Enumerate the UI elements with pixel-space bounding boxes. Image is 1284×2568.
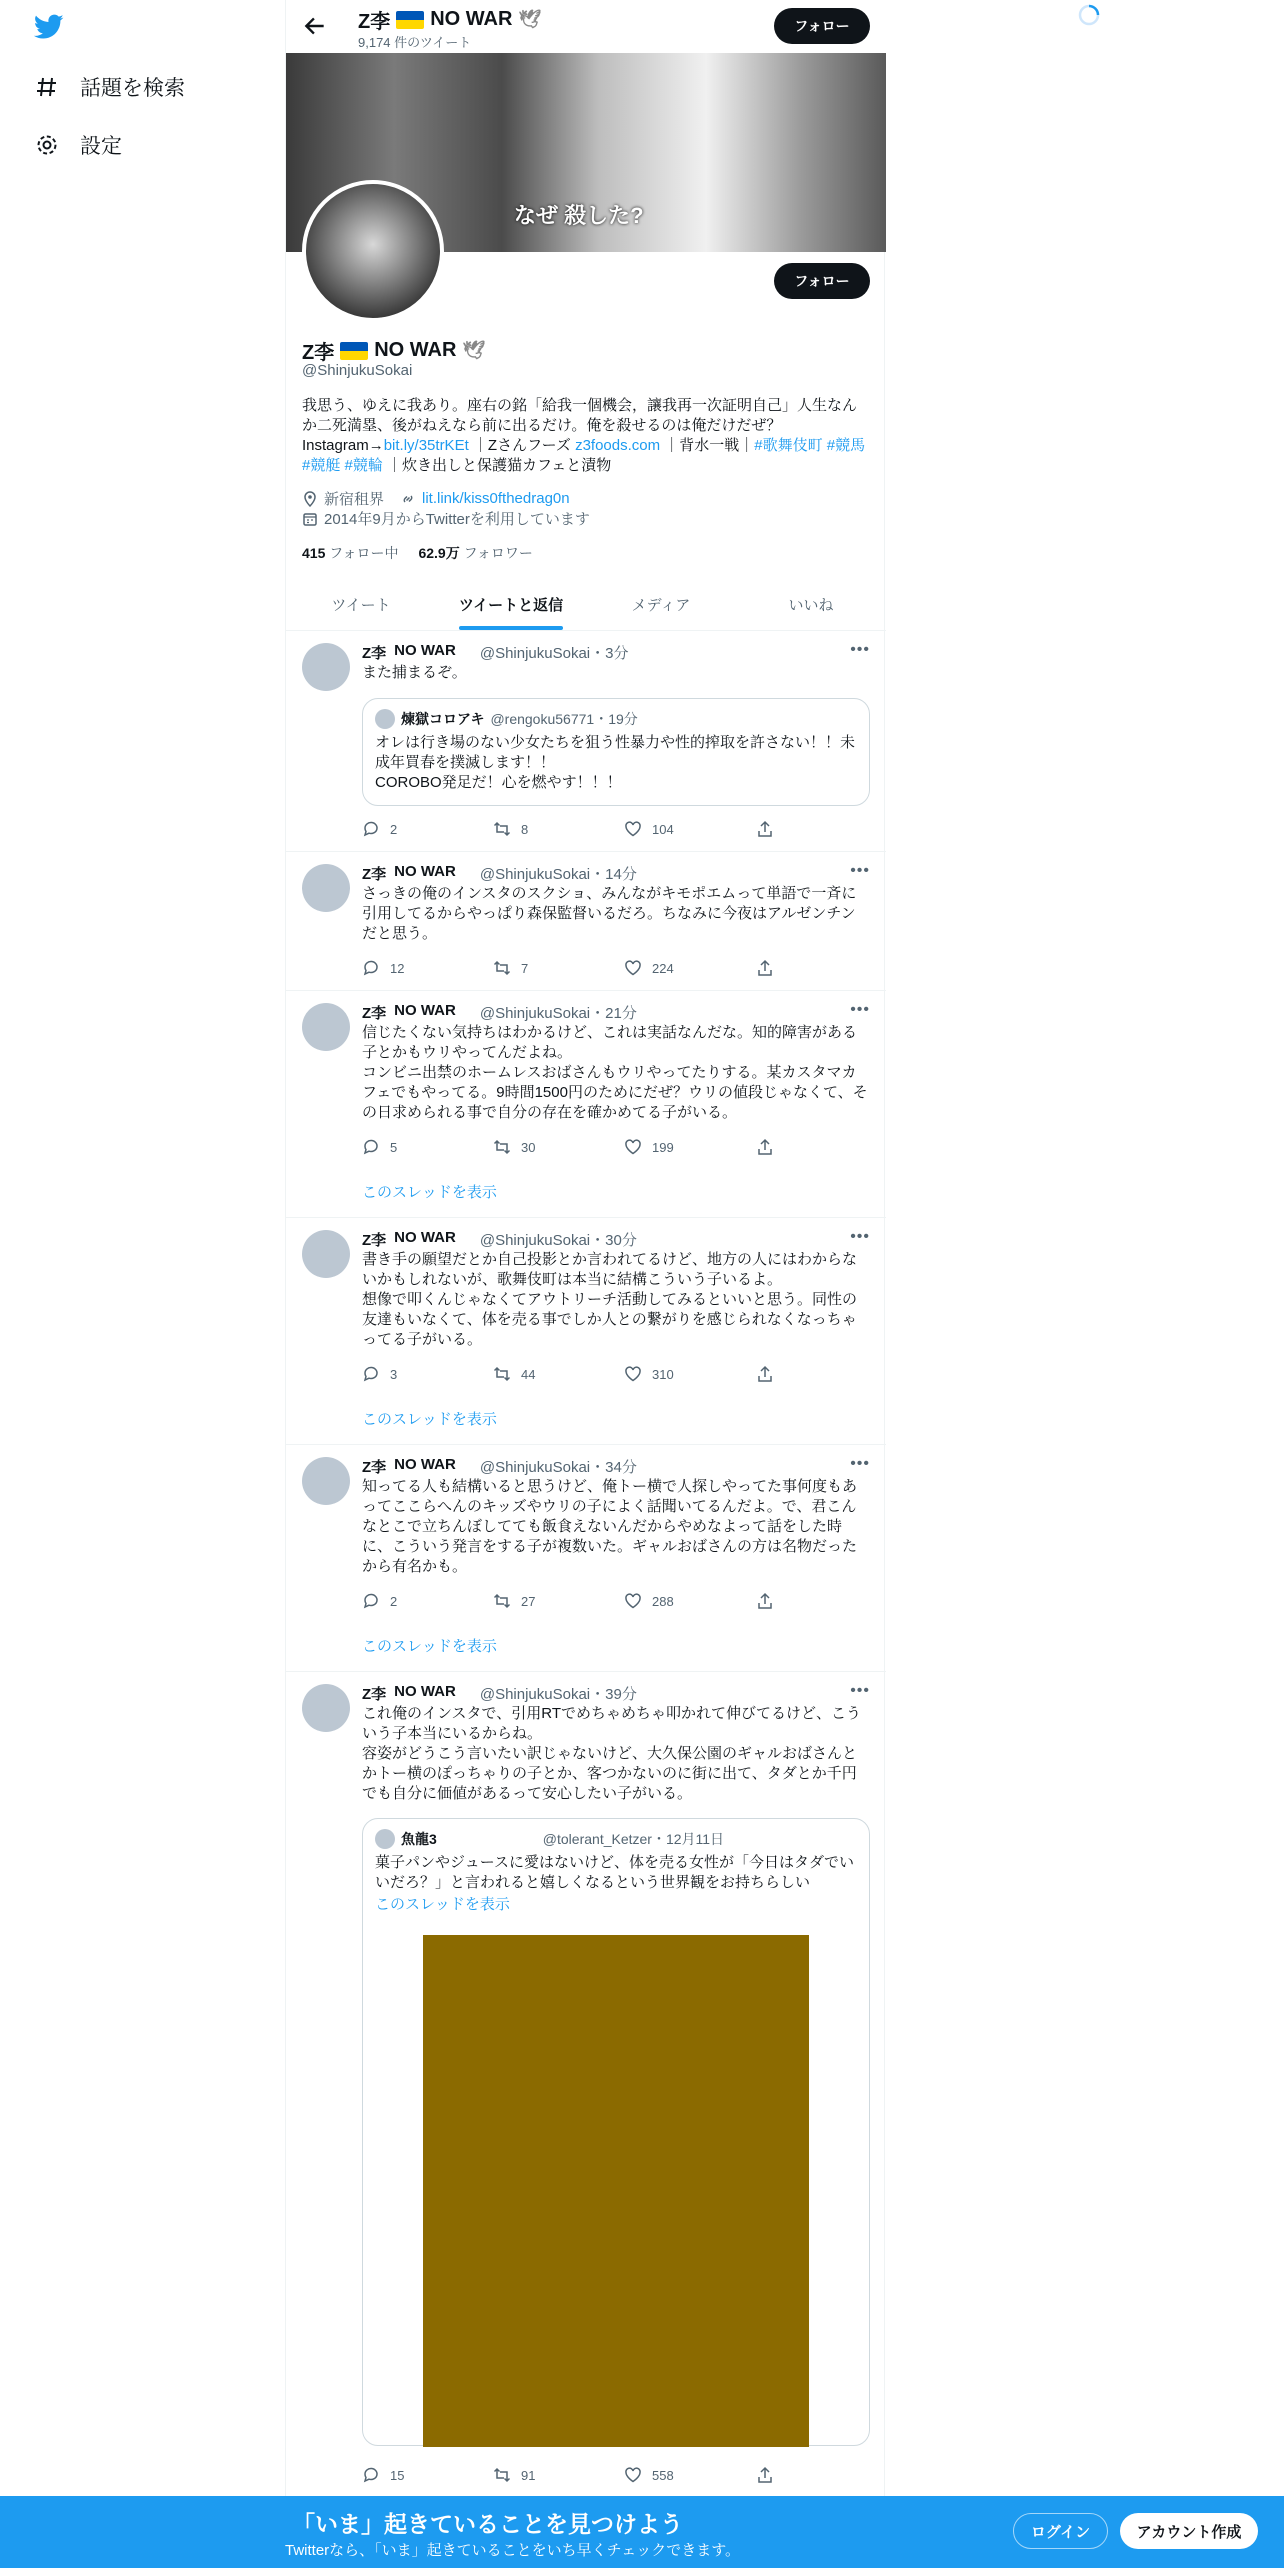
profile-name-suffix: NO WAR bbox=[374, 339, 457, 361]
tweet-avatar[interactable] bbox=[302, 1684, 350, 1732]
retweet-count: 7 bbox=[521, 960, 529, 976]
following-link[interactable] bbox=[302, 545, 399, 561]
following-label: フォロー中 bbox=[329, 545, 399, 561]
followers-link[interactable] bbox=[418, 545, 532, 561]
quoted-tweet-header bbox=[375, 1829, 724, 1849]
show-thread-link[interactable]: このスレッドを表示 bbox=[362, 1638, 497, 1655]
tweet-author-name-suffix[interactable]: NO WAR bbox=[394, 642, 456, 659]
tweet-avatar[interactable] bbox=[302, 1230, 350, 1278]
tweet-author-name[interactable]: Z李 bbox=[362, 1232, 387, 1249]
profile-bio bbox=[302, 396, 870, 476]
profile-avatar[interactable] bbox=[302, 180, 444, 322]
tweet-author-name-suffix[interactable]: NO WAR bbox=[394, 1456, 456, 1473]
reply-button[interactable] bbox=[362, 1592, 397, 1610]
retweet-button[interactable] bbox=[493, 959, 528, 977]
tweet-text: さっきの俺のインスタのスクショ、みんながキモポエムって単語で一斉に引用してるからやっぱり森保監督いるだろ。ちなみに今夜はアルゼンチンだと思う。 bbox=[362, 885, 857, 942]
bio-instagram-label: Instagram→ bbox=[302, 437, 384, 454]
like-button[interactable] bbox=[624, 1592, 674, 1610]
back-arrow-icon[interactable] bbox=[302, 13, 328, 39]
like-button[interactable] bbox=[624, 1365, 674, 1383]
retweet-icon bbox=[493, 1365, 511, 1383]
like-count: 310 bbox=[652, 1366, 674, 1382]
tweet[interactable] bbox=[286, 852, 886, 991]
signup-banner bbox=[0, 2496, 1284, 2568]
dove-icon: 🕊 bbox=[462, 340, 486, 360]
tweet-header bbox=[362, 1002, 637, 1023]
ukraine-flag-icon bbox=[340, 342, 368, 360]
retweet-button[interactable] bbox=[493, 1365, 535, 1383]
retweet-button[interactable] bbox=[493, 2466, 535, 2484]
share-icon bbox=[756, 1592, 774, 1610]
tweet-handle-time[interactable]: @ShinjukuSokai・21分 bbox=[479, 1005, 637, 1022]
share-button[interactable] bbox=[756, 1592, 774, 1610]
following-count: 415 bbox=[302, 545, 326, 561]
share-button[interactable] bbox=[756, 1138, 774, 1156]
tweet[interactable] bbox=[286, 1672, 886, 2496]
profile-display-name bbox=[302, 336, 485, 365]
more-options-icon[interactable]: ••• bbox=[850, 1682, 870, 1699]
tweet-author-name-suffix[interactable]: NO WAR bbox=[394, 1002, 456, 1019]
tweet-handle-time[interactable]: @ShinjukuSokai・3分 bbox=[479, 645, 629, 662]
profile-joined-date: 2014年9月からTwitterを利用しています bbox=[324, 511, 590, 528]
share-button[interactable] bbox=[756, 1365, 774, 1383]
tweet-actions bbox=[362, 959, 802, 979]
followers-label: フォロワー bbox=[463, 545, 533, 561]
header-display-name bbox=[358, 5, 541, 34]
share-icon bbox=[756, 2466, 774, 2484]
more-options-icon[interactable]: ••• bbox=[850, 862, 870, 879]
heart-icon bbox=[624, 820, 642, 838]
quoted-avatar bbox=[375, 709, 395, 729]
share-button[interactable] bbox=[756, 959, 774, 977]
nav-settings[interactable] bbox=[34, 130, 122, 160]
share-icon bbox=[756, 959, 774, 977]
calendar-icon bbox=[302, 511, 318, 527]
like-count: 104 bbox=[652, 821, 674, 837]
reply-icon bbox=[362, 820, 380, 838]
reply-button[interactable] bbox=[362, 820, 397, 838]
reply-button[interactable] bbox=[362, 959, 404, 977]
tweet-handle-time[interactable]: @ShinjukuSokai・30分 bbox=[479, 1232, 637, 1249]
heart-icon bbox=[624, 1138, 642, 1156]
heart-icon bbox=[624, 1365, 642, 1383]
tweet-header bbox=[362, 1683, 637, 1704]
bio-hashtags[interactable]: #歌舞伎町 #競馬 #競艇 #競輪 bbox=[302, 437, 866, 474]
bio-mid-text-2: ｜背水一戦｜ bbox=[664, 437, 755, 454]
tweet-text: また捕まるぞ。 bbox=[362, 664, 467, 681]
tweet[interactable] bbox=[286, 991, 886, 1218]
banner-caption: なぜ 殺した? bbox=[514, 203, 644, 228]
show-thread-link[interactable]: このスレッドを表示 bbox=[362, 1184, 497, 1201]
like-count: 288 bbox=[652, 1593, 674, 1609]
tweet-count: 9,174 件のツイート bbox=[358, 35, 472, 50]
share-icon bbox=[756, 820, 774, 838]
tab-tweets[interactable] bbox=[286, 578, 436, 630]
more-options-icon[interactable]: ••• bbox=[850, 641, 870, 658]
retweet-count: 91 bbox=[521, 2467, 536, 2483]
share-icon bbox=[756, 1138, 774, 1156]
followers-count: 62.9万 bbox=[418, 545, 460, 561]
tweet-avatar[interactable] bbox=[302, 1457, 350, 1505]
tweet-actions bbox=[362, 1138, 802, 1158]
tab-likes[interactable] bbox=[736, 578, 886, 630]
retweet-icon bbox=[493, 2466, 511, 2484]
like-button[interactable] bbox=[624, 820, 674, 838]
quoted-show-thread-link[interactable]: このスレッドを表示 bbox=[375, 1896, 510, 1913]
reply-count: 2 bbox=[390, 821, 398, 837]
tweet-actions bbox=[362, 2466, 802, 2486]
tweet-author-name[interactable]: Z李 bbox=[362, 645, 387, 662]
profile-column bbox=[285, 0, 885, 2568]
tweet-author-name[interactable]: Z李 bbox=[362, 866, 387, 883]
hashtag-icon bbox=[34, 74, 60, 100]
tweet-author-name-suffix[interactable]: NO WAR bbox=[394, 863, 456, 880]
retweet-icon bbox=[493, 820, 511, 838]
header-name-suffix: NO WAR bbox=[430, 8, 513, 30]
create-account-button[interactable]: アカウント作成 bbox=[1120, 2513, 1258, 2549]
like-button[interactable] bbox=[624, 1138, 674, 1156]
quoted-handle-time: @rengoku56771・19分 bbox=[490, 711, 638, 727]
quoted-tweet-header bbox=[375, 709, 638, 729]
tweet[interactable] bbox=[286, 1445, 886, 1672]
bio-instagram-link[interactable]: bit.ly/35trKEt bbox=[383, 437, 469, 454]
heart-icon bbox=[624, 2466, 642, 2484]
tweet-author-name[interactable]: Z李 bbox=[362, 1686, 387, 1703]
profile-joined-row bbox=[302, 508, 590, 529]
tweet-actions bbox=[362, 1592, 802, 1612]
heart-icon bbox=[624, 959, 642, 977]
tweet-actions bbox=[362, 820, 802, 840]
tweet-author-name-suffix[interactable]: NO WAR bbox=[394, 1229, 456, 1246]
share-button[interactable] bbox=[756, 2466, 774, 2484]
bio-end-text: ｜炊き出しと保護猫カフェと漬物 bbox=[387, 457, 612, 474]
retweet-count: 27 bbox=[521, 1593, 536, 1609]
reply-count: 2 bbox=[390, 1593, 398, 1609]
quoted-tweet[interactable] bbox=[362, 1818, 870, 2446]
tweet[interactable] bbox=[286, 1218, 886, 1445]
profile-tabs bbox=[286, 578, 886, 631]
tweet-handle-time[interactable]: @ShinjukuSokai・14分 bbox=[479, 866, 637, 883]
retweet-icon bbox=[493, 959, 511, 977]
gear-icon bbox=[34, 132, 60, 158]
reply-count: 12 bbox=[390, 960, 405, 976]
tweet-avatar[interactable] bbox=[302, 1003, 350, 1051]
nav-settings-label: 設定 bbox=[80, 135, 122, 158]
reply-icon bbox=[362, 1138, 380, 1156]
more-options-icon[interactable]: ••• bbox=[850, 1228, 870, 1245]
bio-text: 我思う、ゆえに我あり。座右の銘「給我一個機会，讓我再一次証明自己」人生なんか二死満塁、後がねえなら前に出るだけ。俺を殺せるのは俺だけだぜ？ bbox=[302, 397, 858, 434]
tweet-author-name[interactable]: Z李 bbox=[362, 1005, 387, 1022]
more-options-icon[interactable]: ••• bbox=[850, 1455, 870, 1472]
quoted-author-name: 魚龍3 bbox=[401, 1831, 437, 1847]
share-icon bbox=[756, 1365, 774, 1383]
like-button[interactable] bbox=[624, 959, 674, 977]
retweet-icon bbox=[493, 1138, 511, 1156]
tweet-avatar[interactable] bbox=[302, 643, 350, 691]
retweet-count: 44 bbox=[521, 1366, 536, 1382]
profile-location: 新宿租界 bbox=[324, 491, 385, 508]
reply-count: 15 bbox=[390, 2467, 405, 2483]
nav-explore[interactable] bbox=[34, 72, 185, 102]
reply-icon bbox=[362, 1592, 380, 1610]
reply-icon bbox=[362, 959, 380, 977]
header-name-prefix: Z李 bbox=[358, 11, 391, 33]
tab-tweets-and-replies-label: ツイートと返信 bbox=[458, 596, 564, 614]
tweet-header bbox=[362, 863, 637, 884]
link-icon bbox=[400, 491, 416, 507]
tweet-author-name[interactable]: Z李 bbox=[362, 1459, 387, 1476]
more-options-icon[interactable]: ••• bbox=[850, 1001, 870, 1018]
bio-foods-link[interactable]: z3foods.com bbox=[575, 437, 661, 454]
tweet-avatar[interactable] bbox=[302, 864, 350, 912]
quoted-tweet-text: 菓子パンやジュースに愛はないけど、体を売る女性が「今日はタダでいいだろ？」と言われると嬉しくなるという世界観をお持ちらしい bbox=[375, 1854, 854, 1891]
profile-handle: @ShinjukuSokai bbox=[302, 362, 413, 379]
ukraine-flag-icon bbox=[396, 11, 424, 29]
follow-counts bbox=[302, 543, 533, 563]
tweet-text: 知ってる人も結構いると思うけど、俺トー横で人探しやってた事何度もあってここらへんのキッズやウリの子によく話聞いてるんだよ。で、君こんなとこで立ちんぼしてても飯食えないんだからやめなよって話をした時に、こういう発言をする子が複数いた。ギャルおばさんの方は名物だったから有名かも。 bbox=[362, 1478, 858, 1575]
tweet-text: 書き手の願望だとか自己投影とか言われてるけど、地方の人にはわからないかもしれないが、歌舞伎町は本当に結構こういう子いるよ。 想像で叩くんじゃなくてアウトリーチ活動してみるといいと思う。同性の友達もいなくて、体を売る事でしか人との繋がりを感じられなくなっちゃってる子がいる。 bbox=[362, 1251, 858, 1348]
tab-tweets-and-replies[interactable] bbox=[436, 578, 586, 630]
quoted-media-image[interactable] bbox=[423, 1935, 809, 2447]
share-button[interactable] bbox=[756, 820, 774, 838]
retweet-button[interactable] bbox=[493, 1138, 535, 1156]
tweet-text: これ俺のインスタで、引用RTでめちゃめちゃ叩かれて伸びてるけど、こういう子本当にいるからね。 容姿がどうこう言いたい訳じゃないけど、大久保公園のギャルおばさんとかトー横のぽっちゃりの子とか、客つかないのに街に出て、タダとか千円でも自分に価値があるって安心したい子がいる。 bbox=[362, 1705, 861, 1802]
signup-banner-subtitle: Twitterなら、「いま」起きていることをいち早くチェックできます。 bbox=[285, 2542, 741, 2559]
tweet-handle-time[interactable]: @ShinjukuSokai・34分 bbox=[479, 1459, 637, 1476]
like-count: 224 bbox=[652, 960, 674, 976]
reply-button[interactable] bbox=[362, 1365, 397, 1383]
heart-icon bbox=[624, 1592, 642, 1610]
twitter-logo-icon[interactable] bbox=[34, 14, 64, 40]
profile-name-prefix: Z李 bbox=[302, 342, 335, 364]
header-follow-button[interactable]: フォロー bbox=[774, 8, 870, 44]
retweet-icon bbox=[493, 1592, 511, 1610]
nav-explore-label: 話題を検索 bbox=[80, 77, 185, 100]
like-count: 199 bbox=[652, 1139, 674, 1155]
retweet-count: 30 bbox=[521, 1139, 536, 1155]
profile-url-link[interactable]: lit.link/kiss0fthedrag0n bbox=[422, 490, 570, 507]
reply-button[interactable] bbox=[362, 2466, 404, 2484]
location-pin-icon bbox=[302, 491, 318, 507]
tweet[interactable] bbox=[286, 631, 886, 852]
profile-follow-button[interactable]: フォロー bbox=[774, 263, 870, 299]
tab-media[interactable] bbox=[586, 578, 736, 630]
retweet-button[interactable] bbox=[493, 820, 528, 838]
tweet-actions bbox=[362, 1365, 802, 1385]
tweet-header bbox=[362, 1229, 637, 1250]
loading-spinner-icon bbox=[1074, 2, 1104, 28]
profile-meta-row bbox=[302, 488, 570, 509]
retweet-count: 8 bbox=[521, 821, 529, 837]
tab-media-label: メディア bbox=[631, 596, 691, 614]
quoted-tweet-text: オレは行き場のない少女たちを狙う性暴力や性的搾取を許さない！！未成年買春を撲滅します！！ COROBO発足だ！心を燃やす！！！ bbox=[375, 734, 856, 791]
tweet-header bbox=[362, 1456, 637, 1477]
tab-likes-label: いいね bbox=[788, 596, 834, 614]
quoted-avatar bbox=[375, 1829, 395, 1849]
reply-icon bbox=[362, 1365, 380, 1383]
login-button[interactable]: ログイン bbox=[1013, 2513, 1108, 2549]
reply-button[interactable] bbox=[362, 1138, 397, 1156]
quoted-tweet[interactable] bbox=[362, 698, 870, 806]
retweet-button[interactable] bbox=[493, 1592, 535, 1610]
signup-banner-title: 「いま」起きていることを見つけよう bbox=[292, 2511, 683, 2537]
show-thread-link[interactable]: このスレッドを表示 bbox=[362, 1411, 497, 1428]
tab-tweets-label: ツイート bbox=[331, 596, 391, 614]
profile-header-bar bbox=[286, 0, 886, 53]
dove-icon: 🕊 bbox=[518, 9, 542, 29]
quoted-author-name: 煉獄コロアキ bbox=[401, 711, 485, 727]
tweet-handle-time[interactable]: @ShinjukuSokai・39分 bbox=[479, 1686, 637, 1703]
quoted-handle-time: @tolerant_Ketzer・12月11日 bbox=[542, 1831, 725, 1847]
active-tab-indicator bbox=[459, 626, 563, 630]
tweet-text: 信じたくない気持ちはわかるけど、これは実話なんだな。知的障害がある子とかもウリやってんだよね。 コンビニ出禁のホームレスおばさんもウリやってたりする。某カスタマカフェでもやってる。9時間1500円のためにだぜ？ウリの値段じゃなくて、その日求められる事で自分の存在を確かめてる子がいる。 bbox=[362, 1024, 868, 1121]
bio-mid-text: ｜Zさんフーズ bbox=[472, 437, 571, 454]
reply-count: 3 bbox=[390, 1366, 398, 1382]
reply-icon bbox=[362, 2466, 380, 2484]
tweet-author-name-suffix[interactable]: NO WAR bbox=[394, 1683, 456, 1700]
tweet-header bbox=[362, 642, 628, 663]
reply-count: 5 bbox=[390, 1139, 398, 1155]
like-count: 558 bbox=[652, 2467, 674, 2483]
like-button[interactable] bbox=[624, 2466, 674, 2484]
